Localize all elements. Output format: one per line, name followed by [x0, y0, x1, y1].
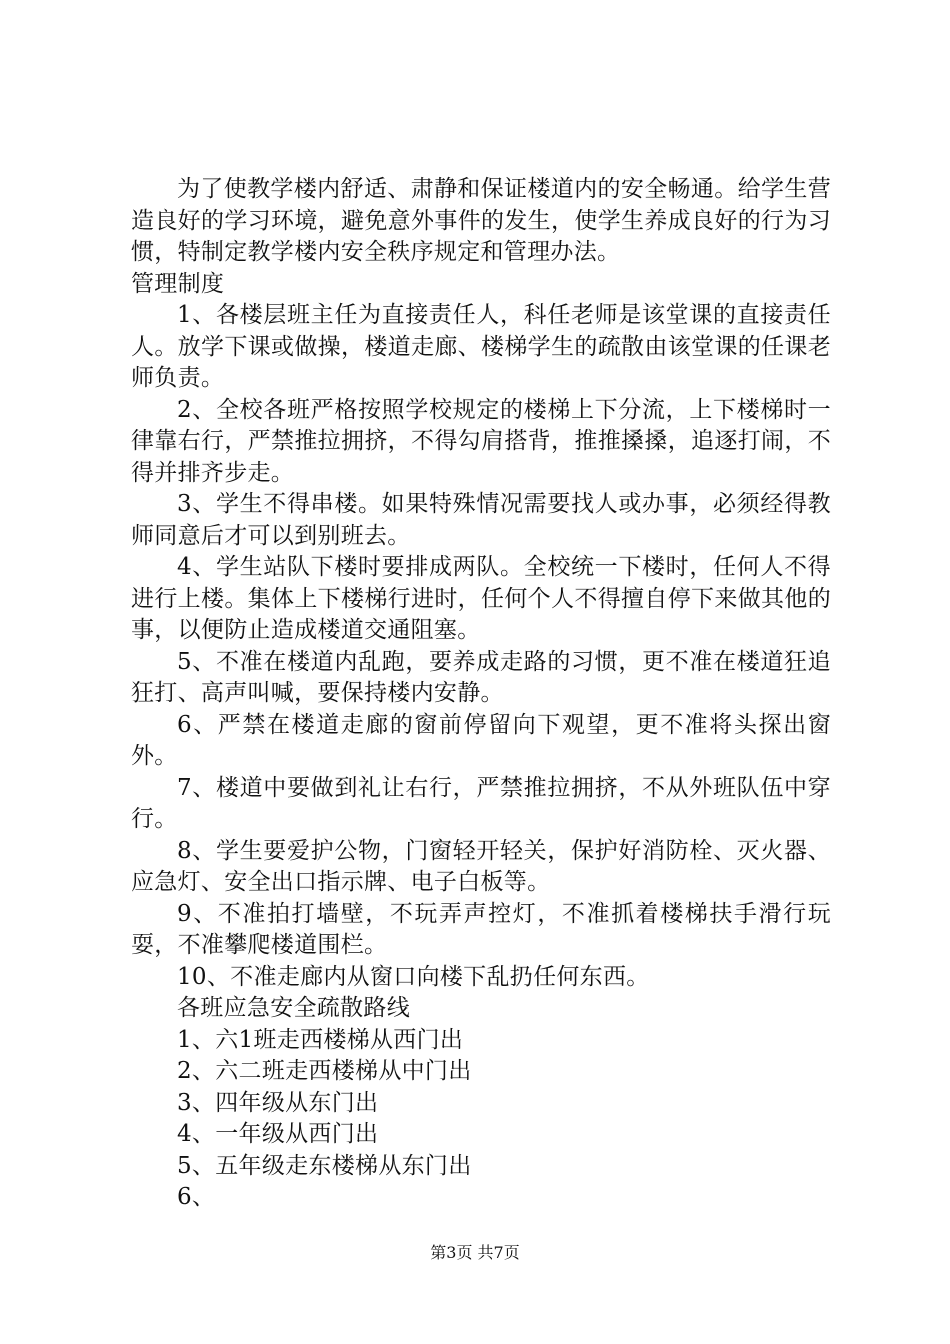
route-3: 3、四年级从东门出 [177, 1089, 379, 1116]
rule-5: 5、不准在楼道内乱跑，要养成走路的习惯，更不准在楼道狂追狂打、高声叫喊，要保持楼内安静。 [131, 648, 831, 706]
document-body [131, 174, 831, 1214]
rule-6: 6、严禁在楼道走廊的窗前停留向下观望，更不准将头探出窗外。 [131, 711, 831, 769]
section-heading: 管理制度 [131, 270, 225, 297]
intro-paragraph: 为了使教学楼内舒适、肃静和保证楼道内的安全畅通。给学生营造良好的学习环境，避免意外事件的发生，使学生养成良好的行为习惯，特制定教学楼内安全秩序规定和管理办法。 [131, 176, 831, 265]
route-6: 6、 [177, 1184, 216, 1210]
rule-10: 10、不准走廊内从窗口向楼下乱扔任何东西。 [177, 963, 650, 990]
rule-8: 8、学生要爱护公物，门窗轻开轻关，保护好消防栓、灭火器、应急灯、安全出口指示牌、电子白板等。 [131, 837, 831, 895]
route-4: 4、一年级从西门出 [177, 1121, 379, 1147]
evacuation-heading: 各班应急安全疏散路线 [177, 995, 410, 1021]
page-footer: 第3页 共7页 [430, 1243, 520, 1262]
route-5: 5、五年级走东楼梯从东门出 [177, 1152, 472, 1179]
route-2: 2、六二班走西楼梯从中门出 [177, 1058, 472, 1084]
rule-4: 4、学生站队下楼时要排成两队。全校统一下楼时，任何人不得进行上楼。集体上下楼梯行进时，任何个人不得擅自停下来做其他的事，以便防止造成楼道交通阻塞。 [131, 554, 831, 643]
rule-3: 3、学生不得串楼。如果特殊情况需要找人或办事，必须经得教师同意后才可以到别班去。 [131, 491, 831, 549]
rule-1: 1、各楼层班主任为直接责任人，科任老师是该堂课的直接责任人。放学下课或做操，楼道走廊、楼梯学生的疏散由该堂课的任课老师负责。 [131, 302, 831, 391]
rule-2: 2、全校各班严格按照学校规定的楼梯上下分流，上下楼梯时一律靠右行，严禁推拉拥挤，不得勾肩搭背，推推搡搡，追逐打闹，不得并排齐步走。 [131, 396, 831, 486]
rule-9: 9、不准拍打墙壁，不玩弄声控灯，不准抓着楼梯扶手滑行玩耍，不准攀爬楼道围栏。 [131, 900, 831, 958]
route-1: 1、六1班走西楼梯从西门出 [177, 1026, 464, 1053]
rule-7: 7、楼道中要做到礼让右行，严禁推拉拥挤，不从外班队伍中穿行。 [131, 774, 831, 832]
